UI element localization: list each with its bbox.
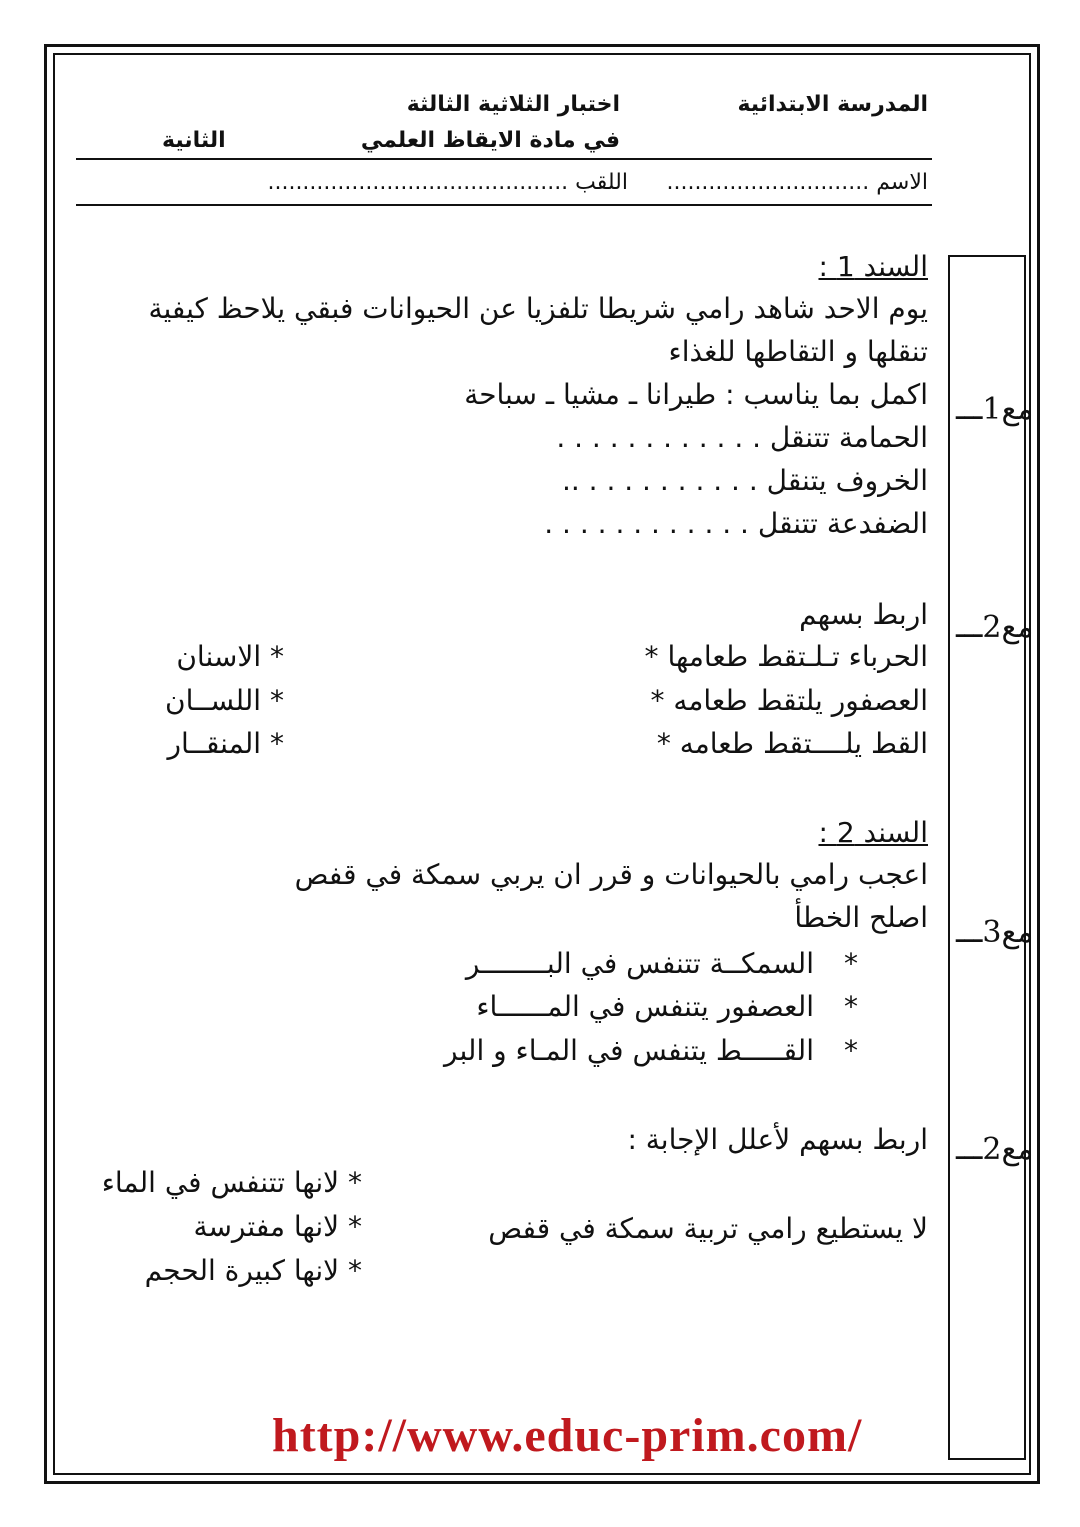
surname-field: اللقب ...........................................: [267, 170, 628, 195]
grading-sidebar: [948, 255, 1026, 1460]
header-divider-top: [76, 158, 932, 160]
match1-title: اربط بسهم: [799, 598, 928, 631]
section1-item: الضفدعة تتنقل . . . . . . . . . . . .: [544, 507, 928, 540]
header-divider-bottom: [76, 204, 932, 206]
section1-item: الخروف يتنقل . . . . . . . . . . ..: [561, 464, 928, 497]
criterion-mark-4: مع2ـــ: [956, 1132, 1034, 1167]
match1-left-item: العصفور يلتقط طعامه *: [650, 684, 928, 717]
bullet: *: [844, 1034, 858, 1067]
match1-right-item: * الاسنان: [176, 640, 284, 673]
match2-statement: لا يستطيع رامي تربية سمكة في قفص: [488, 1212, 928, 1245]
section1-item: الحمامة تتنقل . . . . . . . . . . . .: [556, 421, 928, 454]
correction-item: القـــــط يتنفس في المـاء و البر: [444, 1034, 814, 1067]
source-url-watermark[interactable]: http://www.educ-prim.com/: [272, 1409, 863, 1462]
match1-left-item: الحرباء تـلـتقط طعامها *: [644, 640, 928, 673]
section2-text-line1: اعجب رامي بالحيوانات و قرر ان يربي سمكة في قفص: [294, 858, 928, 891]
match2-reason: * لانها كبيرة الحجم: [144, 1254, 362, 1287]
section2-instruction: اصلح الخطأ: [794, 901, 928, 934]
section1-text-line2: تنقلها و التقاطها للغذاء: [668, 335, 928, 368]
section1-title: السند 1 :: [818, 250, 928, 283]
criterion-mark-1: مع1ـــ: [956, 392, 1034, 427]
section1-instruction: اكمل بما يناسب : طيرانا ـ مشيا ـ سباحة: [464, 378, 928, 411]
bullet: *: [844, 990, 858, 1023]
match2-reason: * لانها مفترسة: [193, 1210, 362, 1243]
class-level: الثانية: [162, 128, 226, 153]
criterion-mark-2: مع2ـــ: [956, 610, 1034, 645]
section2-title: السند 2 :: [818, 816, 928, 849]
match2-title: اربط بسهم لأعلل الإجابة :: [627, 1123, 928, 1156]
match1-left-item: القط يلــــتقط طعامه *: [656, 727, 928, 760]
exam-title: اختبار الثلاثية الثالثة: [406, 92, 620, 117]
criterion-mark-3: مع3ـــ: [956, 915, 1034, 950]
section1-text-line1: يوم الاحد شاهد رامي شريطا تلفزيا عن الحيوانات فبقي يلاحظ كيفية: [148, 292, 928, 325]
correction-item: العصفور يتنفس في المــــــاء: [476, 990, 814, 1023]
match1-right-item: * اللســان: [165, 684, 284, 717]
match1-right-item: * المنقــار: [167, 727, 284, 760]
match2-reason: * لانها تتنفس في الماء: [101, 1166, 362, 1199]
correction-item: السمكــة تتنفس في البــــــــر: [465, 947, 814, 980]
school-name: المدرسة الابتدائية: [737, 92, 928, 117]
bullet: *: [844, 947, 858, 980]
name-field: الاسم .............................: [666, 170, 928, 195]
exam-subject: في مادة الايقاظ العلمي: [360, 128, 620, 153]
